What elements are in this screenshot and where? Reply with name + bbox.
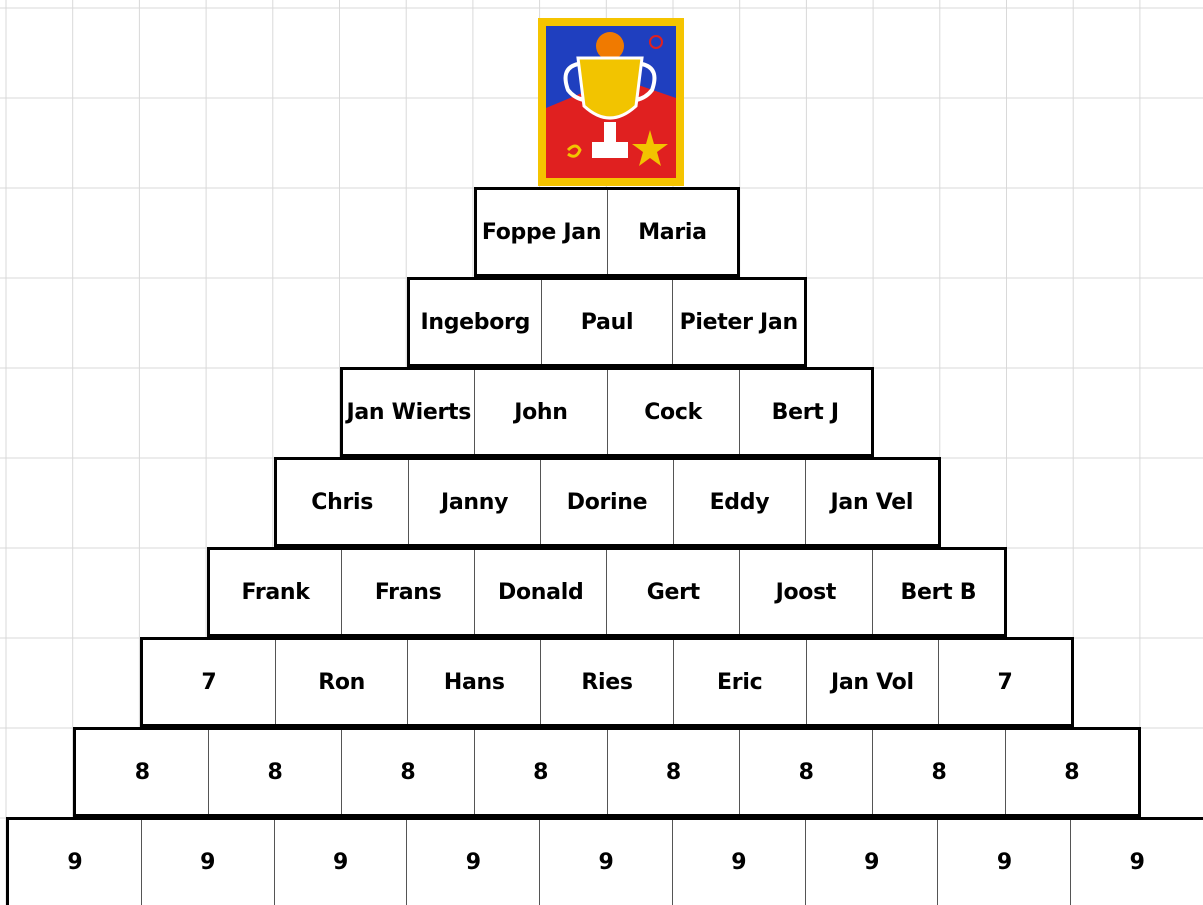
pyramid-cell: John xyxy=(475,370,607,454)
pyramid-cell: Gert xyxy=(607,550,740,634)
pyramid-cell: Ingeborg xyxy=(410,280,542,364)
pyramid-cell: Jan Wierts xyxy=(343,370,475,454)
pyramid-row xyxy=(407,277,807,367)
pyramid-cell: Dorine xyxy=(541,460,673,544)
pyramid-cell: 8 xyxy=(740,730,873,814)
pyramid-cell: Hans xyxy=(408,640,541,724)
pyramid-row xyxy=(73,727,1140,817)
pyramid-cell: 9 xyxy=(142,820,275,905)
pyramid-cell: Bert B xyxy=(900,579,977,605)
pyramid-cell: Ron xyxy=(276,640,409,724)
pyramid-cell: 9 xyxy=(407,820,540,905)
pyramid-cell: Paul xyxy=(542,280,674,364)
pyramid-row xyxy=(474,187,741,277)
pyramid-cell: Bert J xyxy=(771,399,839,425)
pyramid-cell: 8 xyxy=(342,730,475,814)
pyramid-cell: 8 xyxy=(608,730,741,814)
pyramid-row xyxy=(140,637,1074,727)
pyramid-cell: Jan Vel xyxy=(830,489,914,515)
pyramid-cell: Cock xyxy=(608,370,740,454)
pyramid-cell: 7 xyxy=(143,640,276,724)
trophy-icon xyxy=(538,18,684,186)
pyramid-cell: 8 xyxy=(873,730,1006,814)
pyramid-row xyxy=(207,547,1007,637)
pyramid-row xyxy=(340,367,874,457)
pyramid-cell: 7 xyxy=(997,669,1013,695)
pyramid-cell: 8 xyxy=(76,730,209,814)
pyramid-cell: Janny xyxy=(409,460,541,544)
pyramid-cell: 9 xyxy=(275,820,408,905)
pyramid-cell: Pieter Jan xyxy=(679,309,798,335)
pyramid-cell: 9 xyxy=(9,820,142,905)
pyramid-cell: Eric xyxy=(674,640,807,724)
pyramid-cell: Chris xyxy=(277,460,409,544)
pyramid-cell: 9 xyxy=(540,820,673,905)
pyramid-cell: Donald xyxy=(475,550,608,634)
pyramid-cell: Foppe Jan xyxy=(477,190,608,274)
pyramid-cell: 8 xyxy=(1064,759,1080,785)
pyramid-cell: 8 xyxy=(475,730,608,814)
pyramid-cell: Frans xyxy=(342,550,475,634)
pyramid-cell: Frank xyxy=(210,550,343,634)
pyramid-row xyxy=(6,817,1203,905)
pyramid-cell: 8 xyxy=(209,730,342,814)
pyramid-cell: Joost xyxy=(740,550,873,634)
pyramid-cell: Maria xyxy=(638,219,707,245)
pyramid-cell: 9 xyxy=(673,820,806,905)
pyramid-cell: 9 xyxy=(1129,850,1145,875)
pyramid-row xyxy=(274,457,941,547)
pyramid-cell: Ries xyxy=(541,640,674,724)
pyramid-cell: Eddy xyxy=(674,460,806,544)
pyramid-cell: Jan Vol xyxy=(807,640,940,724)
pyramid-cell: 9 xyxy=(806,820,939,905)
pyramid-cell: 9 xyxy=(938,820,1071,905)
